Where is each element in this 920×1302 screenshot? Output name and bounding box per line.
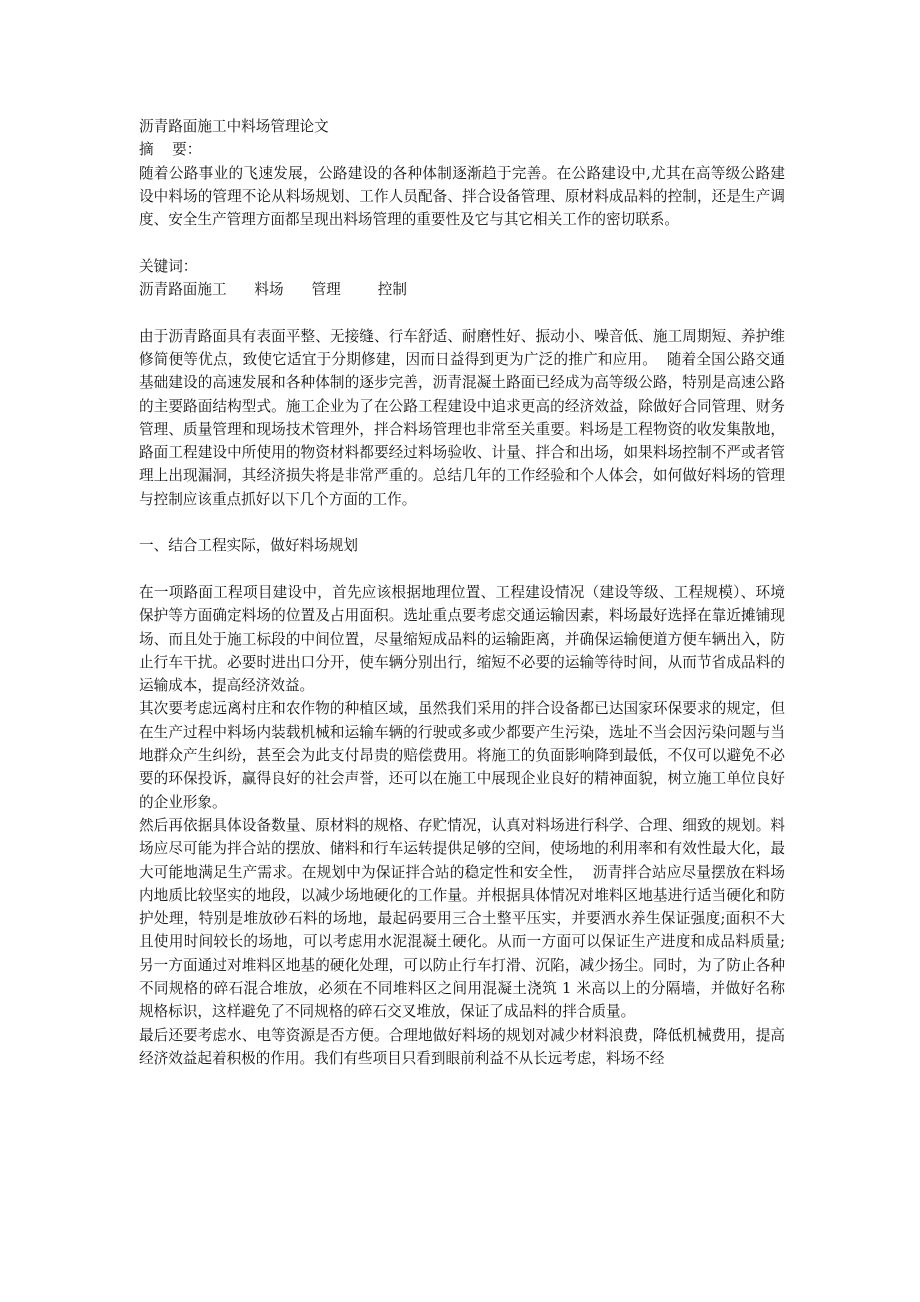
body-paragraph: 然后再依据具体设备数量、原材料的规格、存贮情况，认真对料场进行科学、合理、细致的规划。料场应尽可能为拌合站的摆放、储料和行车运转提供足够的空间，使场地的利用率和有效性最大化，最大可能地满足生产需求。在规划中为保证拌合站的稳定性和安全性， 沥青拌合站应尽量摆放在料场内地质比较坚实的地段，以减少场地硬化的工作量。并根据具体情况对堆料区地基进行适当硬化和防护处理，特别是堆放砂石料的场地，最起码要用三合土整平压实，并要洒水养生保证强度;面积不大且使用时间较长的场地，可以考虑用水泥混凝土硬化。从而一方面可以保证生产进度和成品料质量;另一方面通过对堆料区地基的硬化处理，可以防止行车打滑、沉陷，减少扬尘。同时，为了防止各种不同规格的碎石混合堆放，必须在不同堆料区之间用混凝土浇筑 1 米高以上的分隔墙，并做好名称规格标识，这样避免了不同规格的碎石交叉堆放，保证了成品料的拌合质量。 xyxy=(139,816,785,1021)
body-paragraph: 最后还要考虑水、电等资源是否方便。合理地做好料场的规划对减少材料浪费，降低机械费用，提高经济效益起着积极的作用。我们有些项目只看到眼前利益不从长远考虑，料场不经 xyxy=(139,1026,785,1067)
keyword: 沥青路面施工 xyxy=(139,281,227,299)
spacer xyxy=(139,231,785,254)
keyword: 料场 xyxy=(254,281,284,299)
body-paragraph: 在一项路面工程项目建设中，首先应该根据地理位置、工程建设情况（建设等级、工程规模）、环境保护等方面确定料场的位置及占用面积。选址重点要考虑交通运输因素，料场最好选择在靠近摊铺现场、而且处于施工标段的中间位置，尽量缩短成品料的运输距离，并确保运输便道方便车辆出入，防止行车干扰。必要时进出口分开，使车辆分别出行，缩短不必要的运输等待时间，从而节省成品料的运输成本，提高经济效益。 xyxy=(139,583,785,695)
document-body xyxy=(139,115,785,1070)
intro-paragraph: 由于沥青路面具有表面平整、无接缝、行车舒适、耐磨性好、振动小、噪音低、施工周期短、养护维修简便等优点，致使它适宜于分期修建，因而日益得到更为广泛的推广和应用。 随着全国公路交通基础建设的高速发展和各种体制的逐步完善，沥青混凝土路面已经成为高等级公路，特别是高速公路的主要路面结构型式。施工企业为了在公路工程建设中追求更高的经济效益，除做好合同管理、财务管理、质量管理和现场技术管理外，拌合料场管理也非常至关重要。料场是工程物资的收发集散地，路面工程建设中所使用的物资材料都要经过料场验收、计量、拌合和出场，如果料场控制不严或者管理上出现漏洞，其经济损失将是非常严重的。总结几年的工作经验和个人体会，如何做好料场的管理与控制应该重点抓好以下几个方面的工作。 xyxy=(139,327,785,508)
document-title: 沥青路面施工中料场管理论文 xyxy=(139,118,329,135)
spacer xyxy=(139,301,785,324)
abstract-paragraph: 随着公路事业的飞速发展，公路建设的各种体制逐渐趋于完善。在公路建设中,尤其在高等级公路建设中料场的管理不论从料场规划、工作人员配备、拌合设备管理、原材料成品料的控制，还是生产调度、安全生产管理方面都呈现出料场管理的重要性及它与其它相关工作的密切联系。 xyxy=(139,164,785,229)
keywords-list xyxy=(139,278,785,301)
section-heading: 一、结合工程实际，做好料场规划 xyxy=(139,537,358,555)
spacer xyxy=(139,511,785,534)
keyword: 控制 xyxy=(377,281,407,299)
keywords-label: 关键词： xyxy=(139,257,198,275)
spacer xyxy=(139,558,785,581)
abstract-label: 摘 要： xyxy=(139,141,202,159)
keyword: 管理 xyxy=(311,281,341,299)
body-paragraph: 其次要考虑远离村庄和农作物的种植区域，虽然我们采用的拌合设备都已达国家环保要求的规定，但在生产过程中料场内装载机械和运输车辆的行驶或多或少都要产生污染，选址不当会因污染问题与当地群众产生纠纷，甚至会为此支付昂贵的赔偿费用。将施工的负面影响降到最低，不仅可以避免不必要的环保投诉，赢得良好的社会声誉，还可以在施工中展现企业良好的精神面貌，树立施工单位良好的企业形象。 xyxy=(139,700,785,811)
